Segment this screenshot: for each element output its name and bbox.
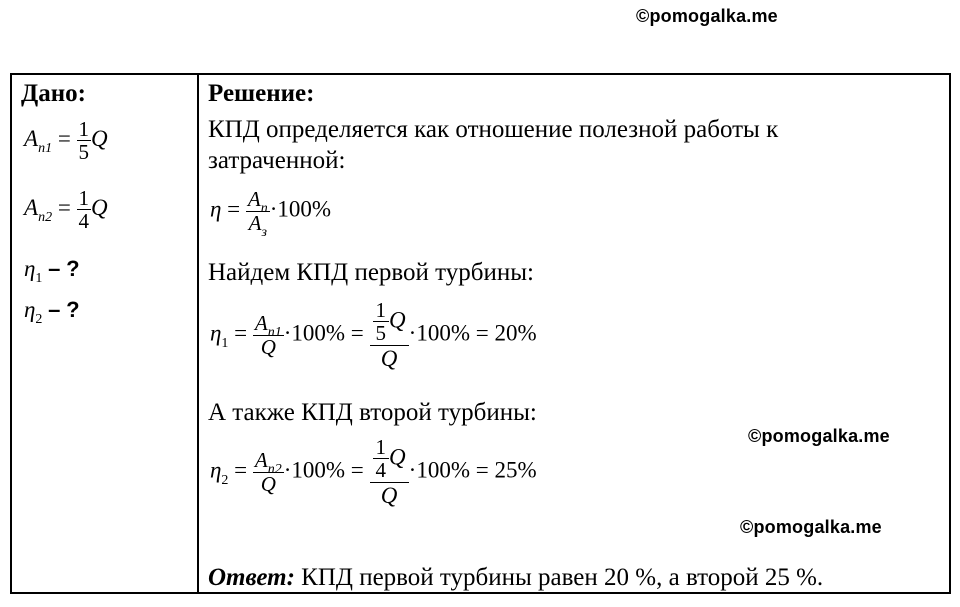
given-heading: Дано: xyxy=(21,80,86,107)
second-turbine-text: А также КПД второй турбины: xyxy=(208,399,537,426)
given-unknown-eta2: $\eta_2$ – ? xyxy=(24,297,80,327)
given-unknown-eta1: $\eta_1$ – ? xyxy=(24,256,80,286)
intro-line-2: затраченной: xyxy=(208,147,346,174)
given-work-1: $A_{n1}$ = $\frac{1}{5}$ Q xyxy=(24,117,108,165)
first-turbine-text: Найдем КПД первой турбины: xyxy=(208,259,535,286)
second-turbine-formula: $\eta_2$ = $\frac{A_{n2}}{Q}$ ·100% = $\frac{1}{4}$ Q Q ·100% = 25% xyxy=(210,435,537,509)
watermark-middle: ©pomogalka.me xyxy=(748,426,890,446)
given-work-2: $A_{n2}$ = $\frac{1}{4}$ Q xyxy=(24,186,108,234)
watermark-top: ©pomogalka.me xyxy=(636,6,778,26)
answer-line xyxy=(208,564,823,592)
efficiency-formula: η = $\frac{A_п}{A_з}$ ·100% xyxy=(210,187,332,240)
column-divider xyxy=(197,73,199,594)
watermark-bottom: ©pomogalka.me xyxy=(740,517,882,537)
first-turbine-formula: $\eta_1$ = $\frac{A_{n1}}{Q}$ ·100% = $\frac{1}{5}$ Q Q ·100% = 20% xyxy=(210,298,537,372)
answer-label: Ответ: xyxy=(208,564,295,591)
intro-line-1: КПД определяется как отношение полезной работы к xyxy=(208,116,779,143)
solution-heading: Решение: xyxy=(208,80,315,107)
answer-text: КПД первой турбины равен 20 %, а второй 25 %. xyxy=(294,564,824,591)
